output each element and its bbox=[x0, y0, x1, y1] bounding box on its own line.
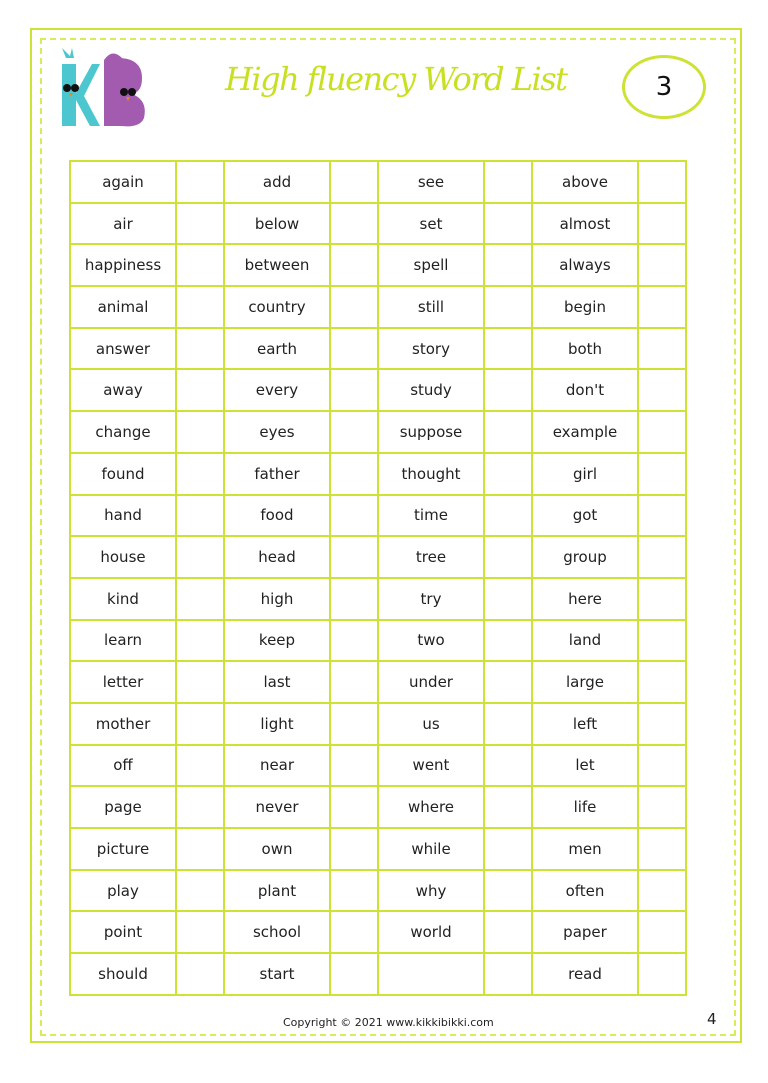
checkbox-cell bbox=[176, 161, 224, 203]
word-cell: picture bbox=[70, 828, 176, 870]
word-cell bbox=[378, 953, 484, 995]
checkbox-cell bbox=[330, 411, 378, 453]
word-cell: between bbox=[224, 244, 330, 286]
checkbox-cell bbox=[176, 661, 224, 703]
word-cell: keep bbox=[224, 620, 330, 662]
checkbox-cell bbox=[638, 578, 686, 620]
checkbox-cell bbox=[176, 703, 224, 745]
word-cell: off bbox=[70, 745, 176, 787]
checkbox-cell bbox=[330, 870, 378, 912]
table-row bbox=[70, 745, 686, 787]
table-row bbox=[70, 453, 686, 495]
word-cell: every bbox=[224, 369, 330, 411]
word-cell: food bbox=[224, 495, 330, 537]
checkbox-cell bbox=[176, 203, 224, 245]
checkbox-cell bbox=[638, 911, 686, 953]
checkbox-cell bbox=[484, 161, 532, 203]
checkbox-cell bbox=[638, 620, 686, 662]
checkbox-cell bbox=[484, 661, 532, 703]
checkbox-cell bbox=[176, 286, 224, 328]
word-cell: girl bbox=[532, 453, 638, 495]
word-cell: change bbox=[70, 411, 176, 453]
table-row bbox=[70, 786, 686, 828]
checkbox-cell bbox=[330, 661, 378, 703]
word-cell: always bbox=[532, 244, 638, 286]
word-cell: air bbox=[70, 203, 176, 245]
word-cell: again bbox=[70, 161, 176, 203]
word-cell: head bbox=[224, 536, 330, 578]
word-cell: paper bbox=[532, 911, 638, 953]
checkbox-cell bbox=[330, 369, 378, 411]
table-row bbox=[70, 911, 686, 953]
checkbox-cell bbox=[176, 244, 224, 286]
checkbox-cell bbox=[484, 328, 532, 370]
word-cell: kind bbox=[70, 578, 176, 620]
word-cell: mother bbox=[70, 703, 176, 745]
table-row bbox=[70, 161, 686, 203]
checkbox-cell bbox=[330, 745, 378, 787]
table-row bbox=[70, 203, 686, 245]
table-row bbox=[70, 661, 686, 703]
checkbox-cell bbox=[484, 286, 532, 328]
checkbox-cell bbox=[330, 203, 378, 245]
word-cell: hand bbox=[70, 495, 176, 537]
table-row bbox=[70, 286, 686, 328]
checkbox-cell bbox=[330, 703, 378, 745]
checkbox-cell bbox=[176, 911, 224, 953]
word-cell: world bbox=[378, 911, 484, 953]
word-cell: spell bbox=[378, 244, 484, 286]
word-cell: near bbox=[224, 745, 330, 787]
checkbox-cell bbox=[176, 953, 224, 995]
checkbox-cell bbox=[638, 328, 686, 370]
checkbox-cell bbox=[484, 369, 532, 411]
checkbox-cell bbox=[484, 620, 532, 662]
word-cell: tree bbox=[378, 536, 484, 578]
table-row bbox=[70, 620, 686, 662]
word-cell: see bbox=[378, 161, 484, 203]
word-cell: point bbox=[70, 911, 176, 953]
word-cell: add bbox=[224, 161, 330, 203]
checkbox-cell bbox=[638, 203, 686, 245]
word-cell: large bbox=[532, 661, 638, 703]
word-cell: house bbox=[70, 536, 176, 578]
word-cell: us bbox=[378, 703, 484, 745]
list-number-badge: 3 bbox=[622, 55, 706, 119]
word-cell: away bbox=[70, 369, 176, 411]
checkbox-cell bbox=[176, 369, 224, 411]
word-cell: story bbox=[378, 328, 484, 370]
word-cell: light bbox=[224, 703, 330, 745]
checkbox-cell bbox=[176, 828, 224, 870]
word-cell: thought bbox=[378, 453, 484, 495]
checkbox-cell bbox=[330, 453, 378, 495]
checkbox-cell bbox=[638, 244, 686, 286]
checkbox-cell bbox=[484, 703, 532, 745]
checkbox-cell bbox=[176, 786, 224, 828]
checkbox-cell bbox=[638, 661, 686, 703]
word-cell: almost bbox=[532, 203, 638, 245]
word-cell: group bbox=[532, 536, 638, 578]
checkbox-cell bbox=[330, 953, 378, 995]
checkbox-cell bbox=[330, 161, 378, 203]
word-cell: example bbox=[532, 411, 638, 453]
checkbox-cell bbox=[484, 870, 532, 912]
checkbox-cell bbox=[638, 495, 686, 537]
word-cell: let bbox=[532, 745, 638, 787]
word-cell: went bbox=[378, 745, 484, 787]
word-cell: below bbox=[224, 203, 330, 245]
checkbox-cell bbox=[638, 703, 686, 745]
checkbox-cell bbox=[638, 411, 686, 453]
checkbox-cell bbox=[638, 453, 686, 495]
word-cell: play bbox=[70, 870, 176, 912]
checkbox-cell bbox=[484, 786, 532, 828]
checkbox-cell bbox=[176, 870, 224, 912]
word-cell: high bbox=[224, 578, 330, 620]
word-cell: country bbox=[224, 286, 330, 328]
checkbox-cell bbox=[638, 953, 686, 995]
checkbox-cell bbox=[176, 411, 224, 453]
checkbox-cell bbox=[330, 495, 378, 537]
checkbox-cell bbox=[484, 745, 532, 787]
word-cell: study bbox=[378, 369, 484, 411]
word-cell: often bbox=[532, 870, 638, 912]
table-row bbox=[70, 244, 686, 286]
table-row bbox=[70, 828, 686, 870]
word-cell: try bbox=[378, 578, 484, 620]
word-cell: time bbox=[378, 495, 484, 537]
checkbox-cell bbox=[176, 536, 224, 578]
checkbox-cell bbox=[484, 911, 532, 953]
word-cell: set bbox=[378, 203, 484, 245]
checkbox-cell bbox=[484, 453, 532, 495]
word-cell: learn bbox=[70, 620, 176, 662]
table-row bbox=[70, 870, 686, 912]
word-cell: eyes bbox=[224, 411, 330, 453]
page-number: 4 bbox=[707, 1010, 717, 1028]
word-cell: begin bbox=[532, 286, 638, 328]
word-cell: father bbox=[224, 453, 330, 495]
word-cell: why bbox=[378, 870, 484, 912]
word-cell: should bbox=[70, 953, 176, 995]
word-cell: under bbox=[378, 661, 484, 703]
table-row bbox=[70, 328, 686, 370]
word-cell: never bbox=[224, 786, 330, 828]
checkbox-cell bbox=[330, 286, 378, 328]
checkbox-cell bbox=[638, 870, 686, 912]
table-row bbox=[70, 369, 686, 411]
checkbox-cell bbox=[638, 161, 686, 203]
word-cell: answer bbox=[70, 328, 176, 370]
checkbox-cell bbox=[484, 411, 532, 453]
checkbox-cell bbox=[330, 828, 378, 870]
word-cell: still bbox=[378, 286, 484, 328]
word-cell: don't bbox=[532, 369, 638, 411]
word-cell: earth bbox=[224, 328, 330, 370]
checkbox-cell bbox=[638, 745, 686, 787]
checkbox-cell bbox=[176, 453, 224, 495]
word-cell: plant bbox=[224, 870, 330, 912]
page-title: High fluency Word List bbox=[225, 60, 567, 98]
checkbox-cell bbox=[176, 620, 224, 662]
word-cell: own bbox=[224, 828, 330, 870]
checkbox-cell bbox=[330, 536, 378, 578]
word-cell: life bbox=[532, 786, 638, 828]
checkbox-cell bbox=[330, 578, 378, 620]
word-cell: letter bbox=[70, 661, 176, 703]
checkbox-cell bbox=[638, 286, 686, 328]
checkbox-cell bbox=[484, 495, 532, 537]
word-cell: both bbox=[532, 328, 638, 370]
word-cell: where bbox=[378, 786, 484, 828]
table-row bbox=[70, 411, 686, 453]
word-cell: land bbox=[532, 620, 638, 662]
checkbox-cell bbox=[638, 786, 686, 828]
checkbox-cell bbox=[176, 578, 224, 620]
word-cell: school bbox=[224, 911, 330, 953]
checkbox-cell bbox=[484, 203, 532, 245]
word-cell: above bbox=[532, 161, 638, 203]
checkbox-cell bbox=[484, 244, 532, 286]
word-cell: got bbox=[532, 495, 638, 537]
table-row bbox=[70, 495, 686, 537]
checkbox-cell bbox=[176, 495, 224, 537]
word-cell: found bbox=[70, 453, 176, 495]
checkbox-cell bbox=[330, 620, 378, 662]
checkbox-cell bbox=[484, 578, 532, 620]
checkbox-cell bbox=[176, 745, 224, 787]
checkbox-cell bbox=[330, 786, 378, 828]
kb-logo bbox=[52, 48, 162, 133]
table-row bbox=[70, 536, 686, 578]
word-cell: animal bbox=[70, 286, 176, 328]
word-cell: two bbox=[378, 620, 484, 662]
table-row bbox=[70, 578, 686, 620]
word-table bbox=[69, 160, 687, 996]
checkbox-cell bbox=[638, 828, 686, 870]
word-cell: left bbox=[532, 703, 638, 745]
word-cell: suppose bbox=[378, 411, 484, 453]
word-cell: start bbox=[224, 953, 330, 995]
word-cell: here bbox=[532, 578, 638, 620]
checkbox-cell bbox=[638, 536, 686, 578]
word-cell: page bbox=[70, 786, 176, 828]
checkbox-cell bbox=[484, 828, 532, 870]
word-cell: read bbox=[532, 953, 638, 995]
checkbox-cell bbox=[484, 953, 532, 995]
table-row bbox=[70, 703, 686, 745]
word-cell: happiness bbox=[70, 244, 176, 286]
copyright: Copyright © 2021 www.kikkibikki.com bbox=[283, 1016, 494, 1029]
checkbox-cell bbox=[330, 328, 378, 370]
checkbox-cell bbox=[330, 244, 378, 286]
checkbox-cell bbox=[330, 911, 378, 953]
word-cell: men bbox=[532, 828, 638, 870]
table-row bbox=[70, 953, 686, 995]
word-cell: last bbox=[224, 661, 330, 703]
word-cell: while bbox=[378, 828, 484, 870]
checkbox-cell bbox=[484, 536, 532, 578]
checkbox-cell bbox=[638, 369, 686, 411]
checkbox-cell bbox=[176, 328, 224, 370]
